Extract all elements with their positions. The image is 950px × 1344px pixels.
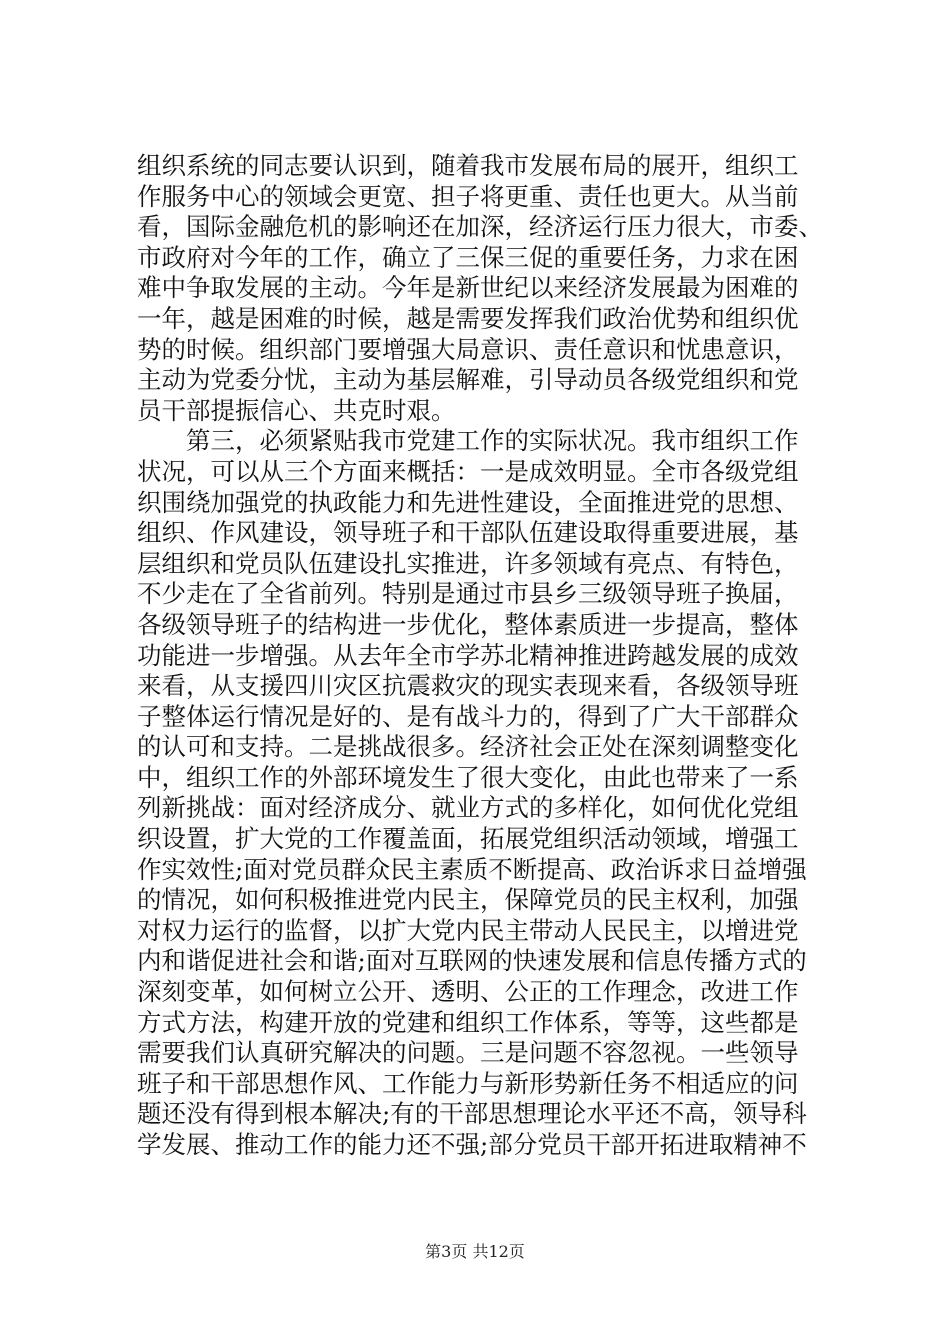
text-line: 组织、作风建设，领导班子和干部队伍建设取得重要进展，基 — [137, 518, 799, 548]
text-line: 功能进一步增强。从去年全市学苏北精神推进跨越发展的成效 — [137, 640, 799, 670]
text-line: 需要我们认真研究解决的问题。三是问题不容忽视。一些领导 — [137, 1038, 799, 1068]
text-line: 主动为党委分忧，主动为基层解难，引导动员各级党组织和党 — [137, 365, 799, 395]
text-line: 第三，必须紧贴我市党建工作的实际状况。我市组织工作 — [137, 426, 799, 456]
text-line: 对权力运行的监督，以扩大党内民主带动人民民主，以增进党 — [137, 915, 799, 945]
text-line: 深刻变革，如何树立公开、透明、公正的工作理念，改进工作 — [137, 977, 799, 1007]
text-line: 的认可和支持。二是挑战很多。经济社会正处在深刻调整变化 — [137, 732, 799, 762]
text-line: 织围绕加强党的执政能力和先进性建设，全面推进党的思想、 — [137, 487, 799, 517]
text-line: 子整体运行情况是好的、是有战斗力的，得到了广大干部群众 — [137, 701, 799, 731]
text-line: 学发展、推动工作的能力还不强;部分党员干部开拓进取精神不 — [137, 1130, 807, 1159]
text-line: 的情况，如何积极推进党内民主，保障党员的民主权利，加强 — [137, 885, 799, 915]
page-number-footer: 第3页 共12页 — [425, 1242, 525, 1261]
text-line: 作服务中心的领域会更宽、担子将更重、责任也更大。从当前 — [137, 181, 799, 211]
text-line: 势的时候。组织部门要增强大局意识、责任意识和忧患意识， — [137, 334, 799, 364]
text-line: 组织系统的同志要认识到，随着我市发展布局的展开，组织工 — [137, 151, 799, 180]
text-line: 中，组织工作的外部环境发生了很大变化，由此也带来了一系 — [137, 762, 799, 792]
text-line: 一年，越是困难的时候，越是需要发挥我们政治优势和组织优 — [137, 303, 799, 333]
document-body — [137, 151, 837, 1161]
text-line: 内和谐促进社会和谐;面对互联网的快速发展和信息传播方式的 — [137, 946, 807, 976]
text-line: 方式方法，构建开放的党建和组织工作体系，等等，这些都是 — [137, 1007, 799, 1037]
text-line: 层组织和党员队伍建设扎实推进，许多领域有亮点、有特色， — [137, 548, 799, 578]
text-line: 各级领导班子的结构进一步优化，整体素质进一步提高，整体 — [137, 609, 799, 639]
text-line: 看，国际金融危机的影响还在加深，经济运行压力很大，市委、 — [137, 212, 823, 242]
text-line: 织设置，扩大党的工作覆盖面，拓展党组织活动领域，增强工 — [137, 824, 799, 854]
text-line: 市政府对今年的工作，确立了三保三促的重要任务，力求在困 — [137, 242, 799, 272]
text-line: 不少走在了全省前列。特别是通过市县乡三级领导班子换届， — [137, 579, 799, 609]
text-line: 作实效性;面对党员群众民主素质不断提高、政治诉求日益增强 — [137, 854, 807, 884]
text-line: 员干部提振信心、共克时艰。 — [137, 395, 456, 425]
text-line: 列新挑战：面对经济成分、就业方式的多样化，如何优化党组 — [137, 793, 799, 823]
text-line: 班子和干部思想作风、工作能力与新形势新任务不相适应的问 — [137, 1068, 799, 1098]
text-line: 难中争取发展的主动。今年是新世纪以来经济发展最为困难的 — [137, 273, 799, 303]
text-line: 状况，可以从三个方面来概括：一是成效明显。全市各级党组 — [137, 456, 799, 486]
text-line: 题还没有得到根本解决;有的干部思想理论水平还不高，领导科 — [137, 1099, 807, 1129]
text-line: 来看，从支援四川灾区抗震救灾的现实表现来看，各级领导班 — [137, 671, 799, 701]
